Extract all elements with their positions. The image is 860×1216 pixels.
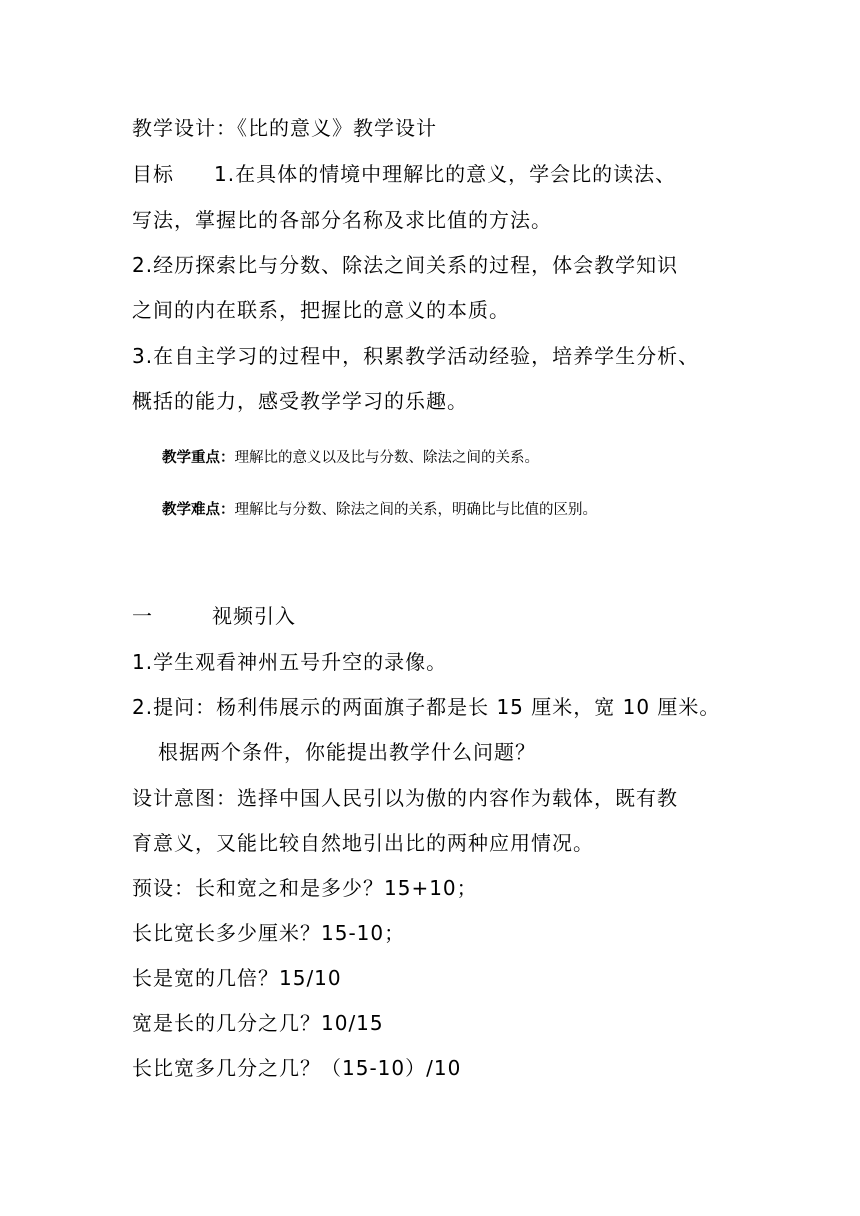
key-point xyxy=(162,448,539,468)
section-number: 一 xyxy=(132,604,153,628)
goal-3-line-2: 概括的能力，感受教学学习的乐趣。 xyxy=(132,389,468,413)
difficult-point-text: 理解比与分数、除法之间的关系，明确比与比值的区别。 xyxy=(234,502,597,518)
document-title: 教学设计：《比的意义》教学设计 xyxy=(132,116,437,140)
preset-2: 长比宽长多少厘米？15-10； xyxy=(132,921,406,945)
goal-2-line-2: 之间的内在联系，把握比的意义的本质。 xyxy=(132,298,510,322)
section-heading xyxy=(132,602,296,630)
intent-line-2: 育意义，又能比较自然地引出比的两种应用情况。 xyxy=(132,831,594,855)
step-2-line-2: 根据两个条件，你能提出教学什么问题？ xyxy=(158,740,536,764)
difficult-point xyxy=(162,500,597,520)
goal-line-1 xyxy=(132,160,676,188)
goal-label: 目标 xyxy=(132,162,174,186)
preset-3: 长是宽的几倍？15/10 xyxy=(132,966,342,990)
goal-3-line-1: 3.在自主学习的过程中，积累教学活动经验，培养学生分析、 xyxy=(132,344,700,368)
difficult-point-label: 教学难点： xyxy=(162,502,235,518)
goal-1-continuation: 写法，掌握比的各部分名称及求比值的方法。 xyxy=(132,208,552,232)
intent-line-1: 设计意图：选择中国人民引以为傲的内容作为载体，既有教 xyxy=(132,786,678,810)
preset-4: 宽是长的几分之几？10/15 xyxy=(132,1011,384,1035)
preset-5: 长比宽多几分之几？（15-10）/10 xyxy=(132,1056,462,1080)
step-1: 1.学生观看神州五号升空的录像。 xyxy=(132,650,448,674)
preset-1: 预设：长和宽之和是多少？15+10； xyxy=(132,876,478,900)
step-2-line-1: 2.提问：杨利伟展示的两面旗子都是长 15 厘米，宽 10 厘米。 xyxy=(132,695,721,719)
key-point-text: 理解比的意义以及比与分数、除法之间的关系。 xyxy=(234,450,539,466)
section-title: 视频引入 xyxy=(212,604,296,628)
key-point-label: 教学重点： xyxy=(162,450,235,466)
goal-1-text: 1.在具体的情境中理解比的意义，学会比的读法、 xyxy=(214,162,677,186)
goal-2-line-1: 2.经历探索比与分数、除法之间关系的过程，体会教学知识 xyxy=(132,253,679,277)
